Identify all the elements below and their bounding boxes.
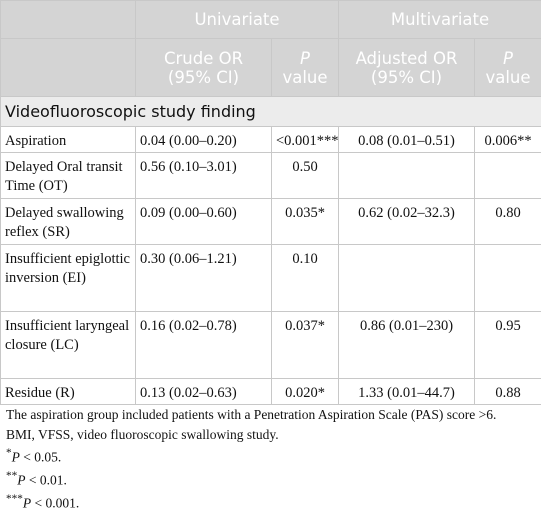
header-multivariate: Multivariate (339, 1, 541, 39)
crude-or-cell: 0.16 (0.02–0.78) (136, 312, 272, 379)
header-adjusted-or-line2: (95% CI) (370, 67, 443, 87)
footnote-one-star-mark: * (6, 447, 12, 459)
footnote-two-star-mark: ** (6, 470, 18, 482)
row-label: Delayed Oral transit Time (OT) (1, 153, 136, 199)
adjusted-or-cell: 0.08 (0.01–0.51) (339, 127, 475, 153)
footnote-three-star-mark: *** (6, 493, 23, 505)
header-p-letter-2: P (503, 48, 513, 68)
adjusted-or-cell: 1.33 (0.01–44.7) (339, 379, 475, 405)
p-value-adjusted-cell (475, 245, 541, 312)
table-row (1, 199, 541, 245)
header-p-value-multivariate (475, 39, 541, 97)
header-p-letter: P (300, 48, 310, 68)
footnote-one-star-p: P (11, 449, 20, 465)
crude-or-cell: 0.56 (0.10–3.01) (136, 153, 272, 199)
header-p-value-univariate (272, 39, 339, 97)
row-label: Insufficient epiglottic inversion (EI) (1, 245, 136, 312)
crude-or-cell: 0.30 (0.06–1.21) (136, 245, 272, 312)
p-value-cell: 0.50 (272, 153, 339, 199)
p-value-adjusted-cell (475, 153, 541, 199)
footnote-abbreviations: BMI, VFSS, video fluoroscopic swallowing study. (6, 426, 279, 442)
header-crude-or-line1: Crude OR (163, 48, 244, 68)
adjusted-or-cell: 0.86 (0.01–230) (339, 312, 475, 379)
footnote-three-star-text: < 0.001. (31, 495, 80, 511)
table-footnotes (6, 405, 541, 513)
header-crude-or (136, 39, 272, 97)
section-title: Videofluoroscopic study finding (1, 97, 541, 127)
footnote-two-star (6, 467, 541, 490)
table-row (1, 312, 541, 379)
p-value-adjusted-cell: 0.80 (475, 199, 541, 245)
header-adjusted-or (339, 39, 475, 97)
header-row-columns (1, 39, 541, 97)
crude-or-cell: 0.09 (0.00–0.60) (136, 199, 272, 245)
table-row (1, 245, 541, 312)
footnote-pas: The aspiration group included patients with a Penetration Aspiration Scale (PAS) score >6. (6, 407, 497, 422)
p-value-adjusted-cell: 0.88 (475, 379, 541, 405)
row-label: Insufficient laryngeal closure (LC) (1, 312, 136, 379)
header-row-groups (1, 1, 541, 39)
header-empty-cell (1, 1, 136, 39)
p-value-cell: 0.037* (272, 312, 339, 379)
section-row (1, 97, 541, 127)
crude-or-cell: 0.04 (0.00–0.20) (136, 127, 272, 153)
header-crude-or-line2: (95% CI) (167, 67, 240, 87)
table-row (1, 153, 541, 199)
p-value-cell: 0.020* (272, 379, 339, 405)
adjusted-or-cell: 0.62 (0.02–32.3) (339, 199, 475, 245)
p-value-adjusted-cell: 0.95 (475, 312, 541, 379)
header-value-word: value (282, 67, 328, 87)
adjusted-or-cell (339, 245, 475, 312)
footnote-two-star-text: < 0.01. (25, 472, 67, 488)
p-value-adjusted-cell: 0.006** (475, 127, 541, 153)
p-value-cell: 0.035* (272, 199, 339, 245)
footnote-two-star-p: P (17, 472, 26, 488)
p-value-cell: 0.10 (272, 245, 339, 312)
footnote-one-star-text: < 0.05. (19, 449, 62, 465)
footnote-three-star-p: P (22, 495, 32, 511)
p-value-cell: <0.001*** (272, 127, 339, 153)
adjusted-or-cell (339, 153, 475, 199)
row-label: Delayed swallowing reflex (SR) (1, 199, 136, 245)
row-label: Residue (R) (1, 379, 136, 405)
table-row (1, 379, 541, 405)
header-adjusted-or-line1: Adjusted OR (355, 48, 458, 68)
header-empty-cell-2 (1, 39, 136, 97)
header-value-word-2: value (485, 67, 531, 87)
row-label: Aspiration (1, 127, 136, 153)
footnote-three-star (6, 490, 541, 513)
table-row (1, 127, 541, 153)
header-univariate: Univariate (136, 1, 339, 39)
footnote-one-star (6, 444, 541, 467)
crude-or-cell: 0.13 (0.02–0.63) (136, 379, 272, 405)
